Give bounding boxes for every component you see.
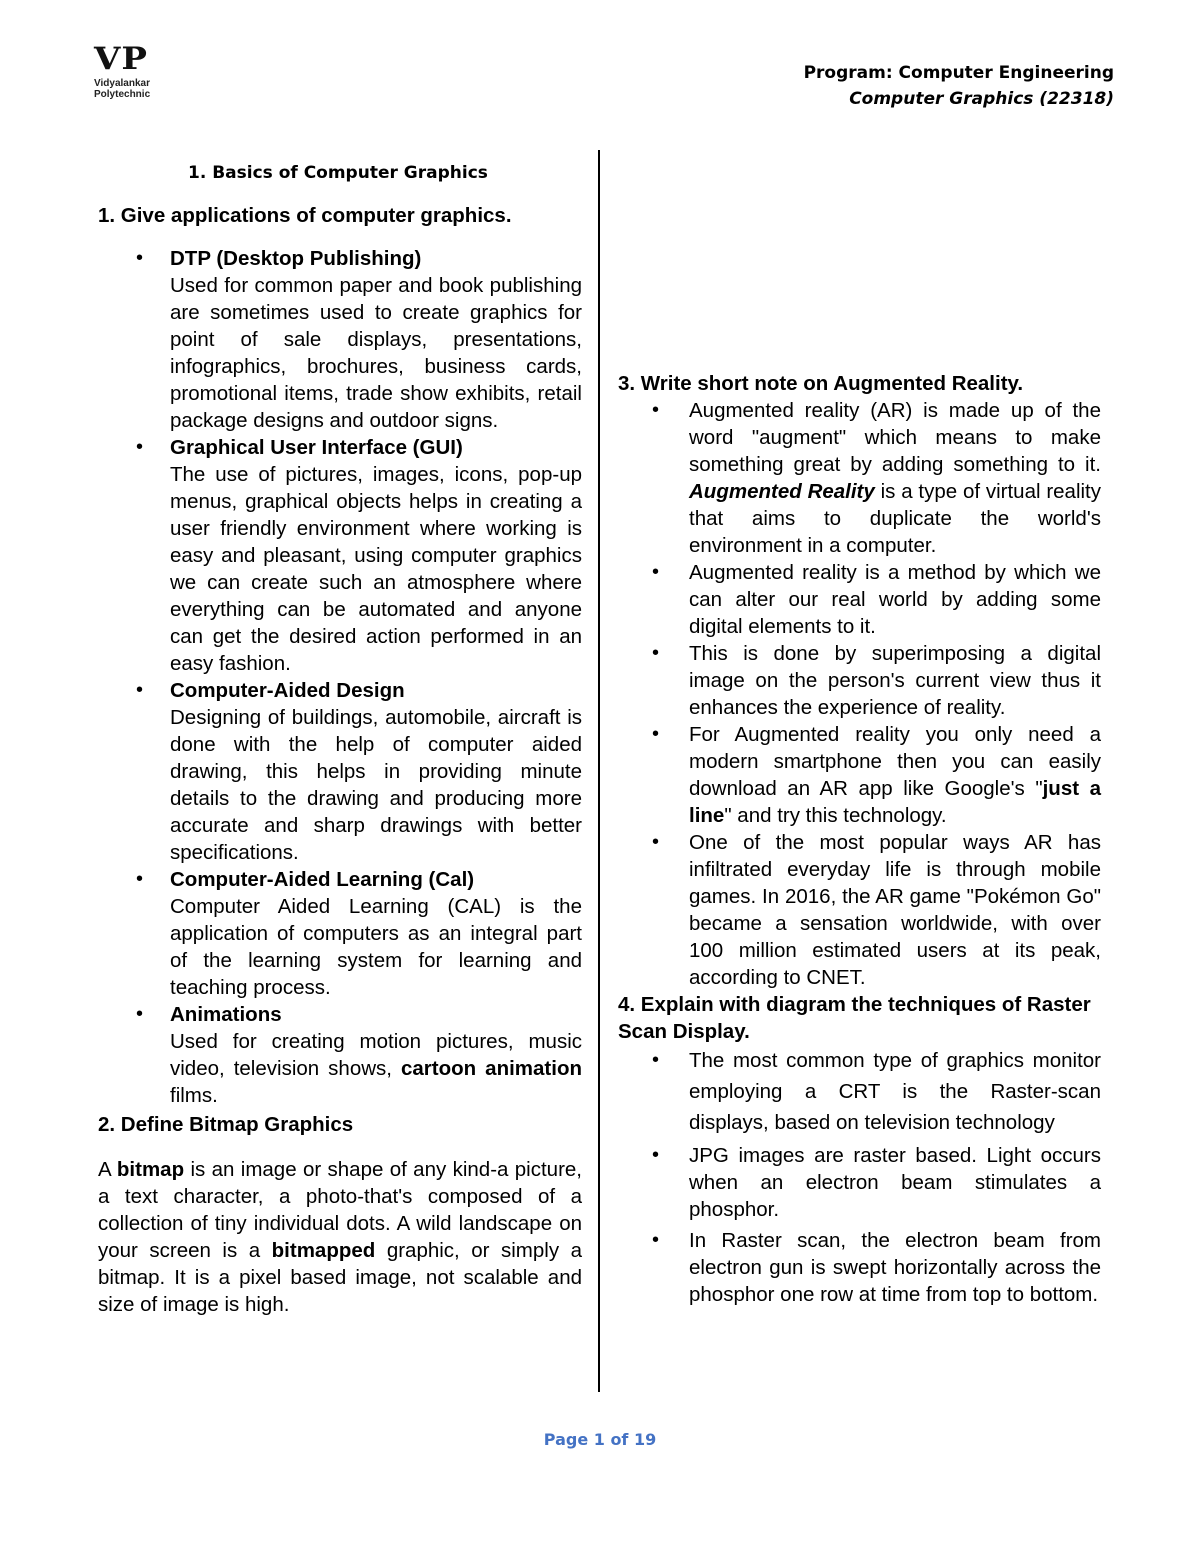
page-number: Page 1 of 19 [543,1430,657,1449]
bold-run: bitmapped [271,1239,376,1262]
right-column [618,150,1101,1308]
text-run: Used for creating motion pictures, music video, television shows, [170,1030,582,1080]
text-run: Augmented reality (AR) is made up of the word "augment" which means to make something great by adding something to it. [689,399,1101,476]
list-item [98,245,582,434]
program-label: Program: Computer Engineering [803,63,1114,83]
list-item [98,866,582,1001]
bold-run: just a line [689,777,1101,827]
item-body: Computer Aided Learning (CAL) is the application of computers as an integral part of the learning system for learning and teaching process. [170,895,582,999]
item-body: The use of pictures, images, icons, pop-up menus, graphical objects helps in creating a user friendly environment where working is easy and pleasant, using computer graphics we can create such an atmosphere where everything can be automated and anyone can get the desired action performed in an easy fashion. [170,463,582,675]
text-run: For Augmented reality you only need a modern smartphone then you can easily download an AR app like Google's " [689,723,1101,800]
column-divider [598,150,600,1392]
left-column [98,150,582,1318]
list-item: • This is done by superimposing a digital image on the person's current view thus it enhances the experience of reality. [618,640,1101,721]
bold-italic-run: Augmented [689,480,802,503]
text-run: " and try this technology. [724,804,947,827]
logo [94,41,184,100]
chapter-title: 1. Basics of Computer Graphics [188,163,488,183]
raster-list [618,1045,1101,1308]
logo-line1: Vidyalankar [94,78,150,89]
item-heading: • Graphical User Interface (GUI) [170,436,463,459]
list-item [98,1001,582,1109]
course-label: Computer Graphics (22318) [849,89,1114,109]
list-item [98,434,582,677]
text-run: is a type of virtual reality that aims to duplicate the world's environment in a computer. [689,480,1102,557]
logo-mark: VP [94,41,148,78]
ar-list [618,397,1101,991]
text-run: A [98,1158,117,1181]
question-2-title: 2. Define Bitmap Graphics [98,1113,354,1136]
bold-italic-run: Reality [807,480,875,503]
document-header [804,60,1114,112]
item-heading: • Animations [170,1003,282,1026]
list-item [618,721,1101,829]
bold-run: cartoon animation [401,1057,582,1080]
list-item: • One of the most popular ways AR has infiltrated everyday life is through mobile games. In 2016, the AR game "Pokémon Go" became a sensation worldwide, with over 100 million estimated users at its peak, according to CNET. [618,829,1101,991]
item-heading: • Computer-Aided Learning (Cal) [170,868,475,891]
list-item: • Augmented reality is a method by which we can alter our real world by adding some digital elements to it. [618,559,1101,640]
item-heading: • Computer-Aided Design [170,679,405,702]
text-run: films. [170,1084,218,1107]
item-heading: • DTP (Desktop Publishing) [170,247,422,270]
item-body: Used for common paper and book publishing are sometimes used to create graphics for point of sale displays, presentations, infographics, brochures, business cards, promotional items, trade show exhibits, retail package designs and outdoor signs. [170,274,582,432]
text-run: is an image or shape of any kind-a picture, a text character, a photo-that's composed of a collection of tiny individual dots. A wild landscape on your screen is a [98,1158,582,1262]
text-run: graphic, or simply a bitmap. It is a pixel based image, not scalable and size of image is high. [98,1239,582,1316]
logo-line2: Polytechnic [94,89,151,100]
question-1-title: 1. Give applications of computer graphics. [98,204,512,227]
item-body [170,1028,582,1109]
item-body: Designing of buildings, automobile, aircraft is done with the help of computer aided drawing, this helps in providing minute details to the drawing and producing more accurate and sharp drawings with better specifications. [170,706,582,864]
question-3-title: 3. Write short note on Augmented Reality. [618,372,1024,395]
list-item: • JPG images are raster based. Light occurs when an electron beam stimulates a phosphor. [618,1142,1101,1223]
list-item [618,397,1101,559]
bold-run: bitmap [116,1158,185,1181]
bitmap-paragraph [98,1156,582,1318]
applications-list [98,245,582,1109]
question-4-title: 4. Explain with diagram the techniques of Raster Scan Display. [618,993,1091,1043]
list-item: • The most common type of graphics monitor employing a CRT is the Raster-scan displays, based on television technology [618,1045,1101,1138]
list-item [98,677,582,866]
list-item: • In Raster scan, the electron beam from electron gun is swept horizontally across the phosphor one row at time from top to bottom. [618,1227,1101,1308]
